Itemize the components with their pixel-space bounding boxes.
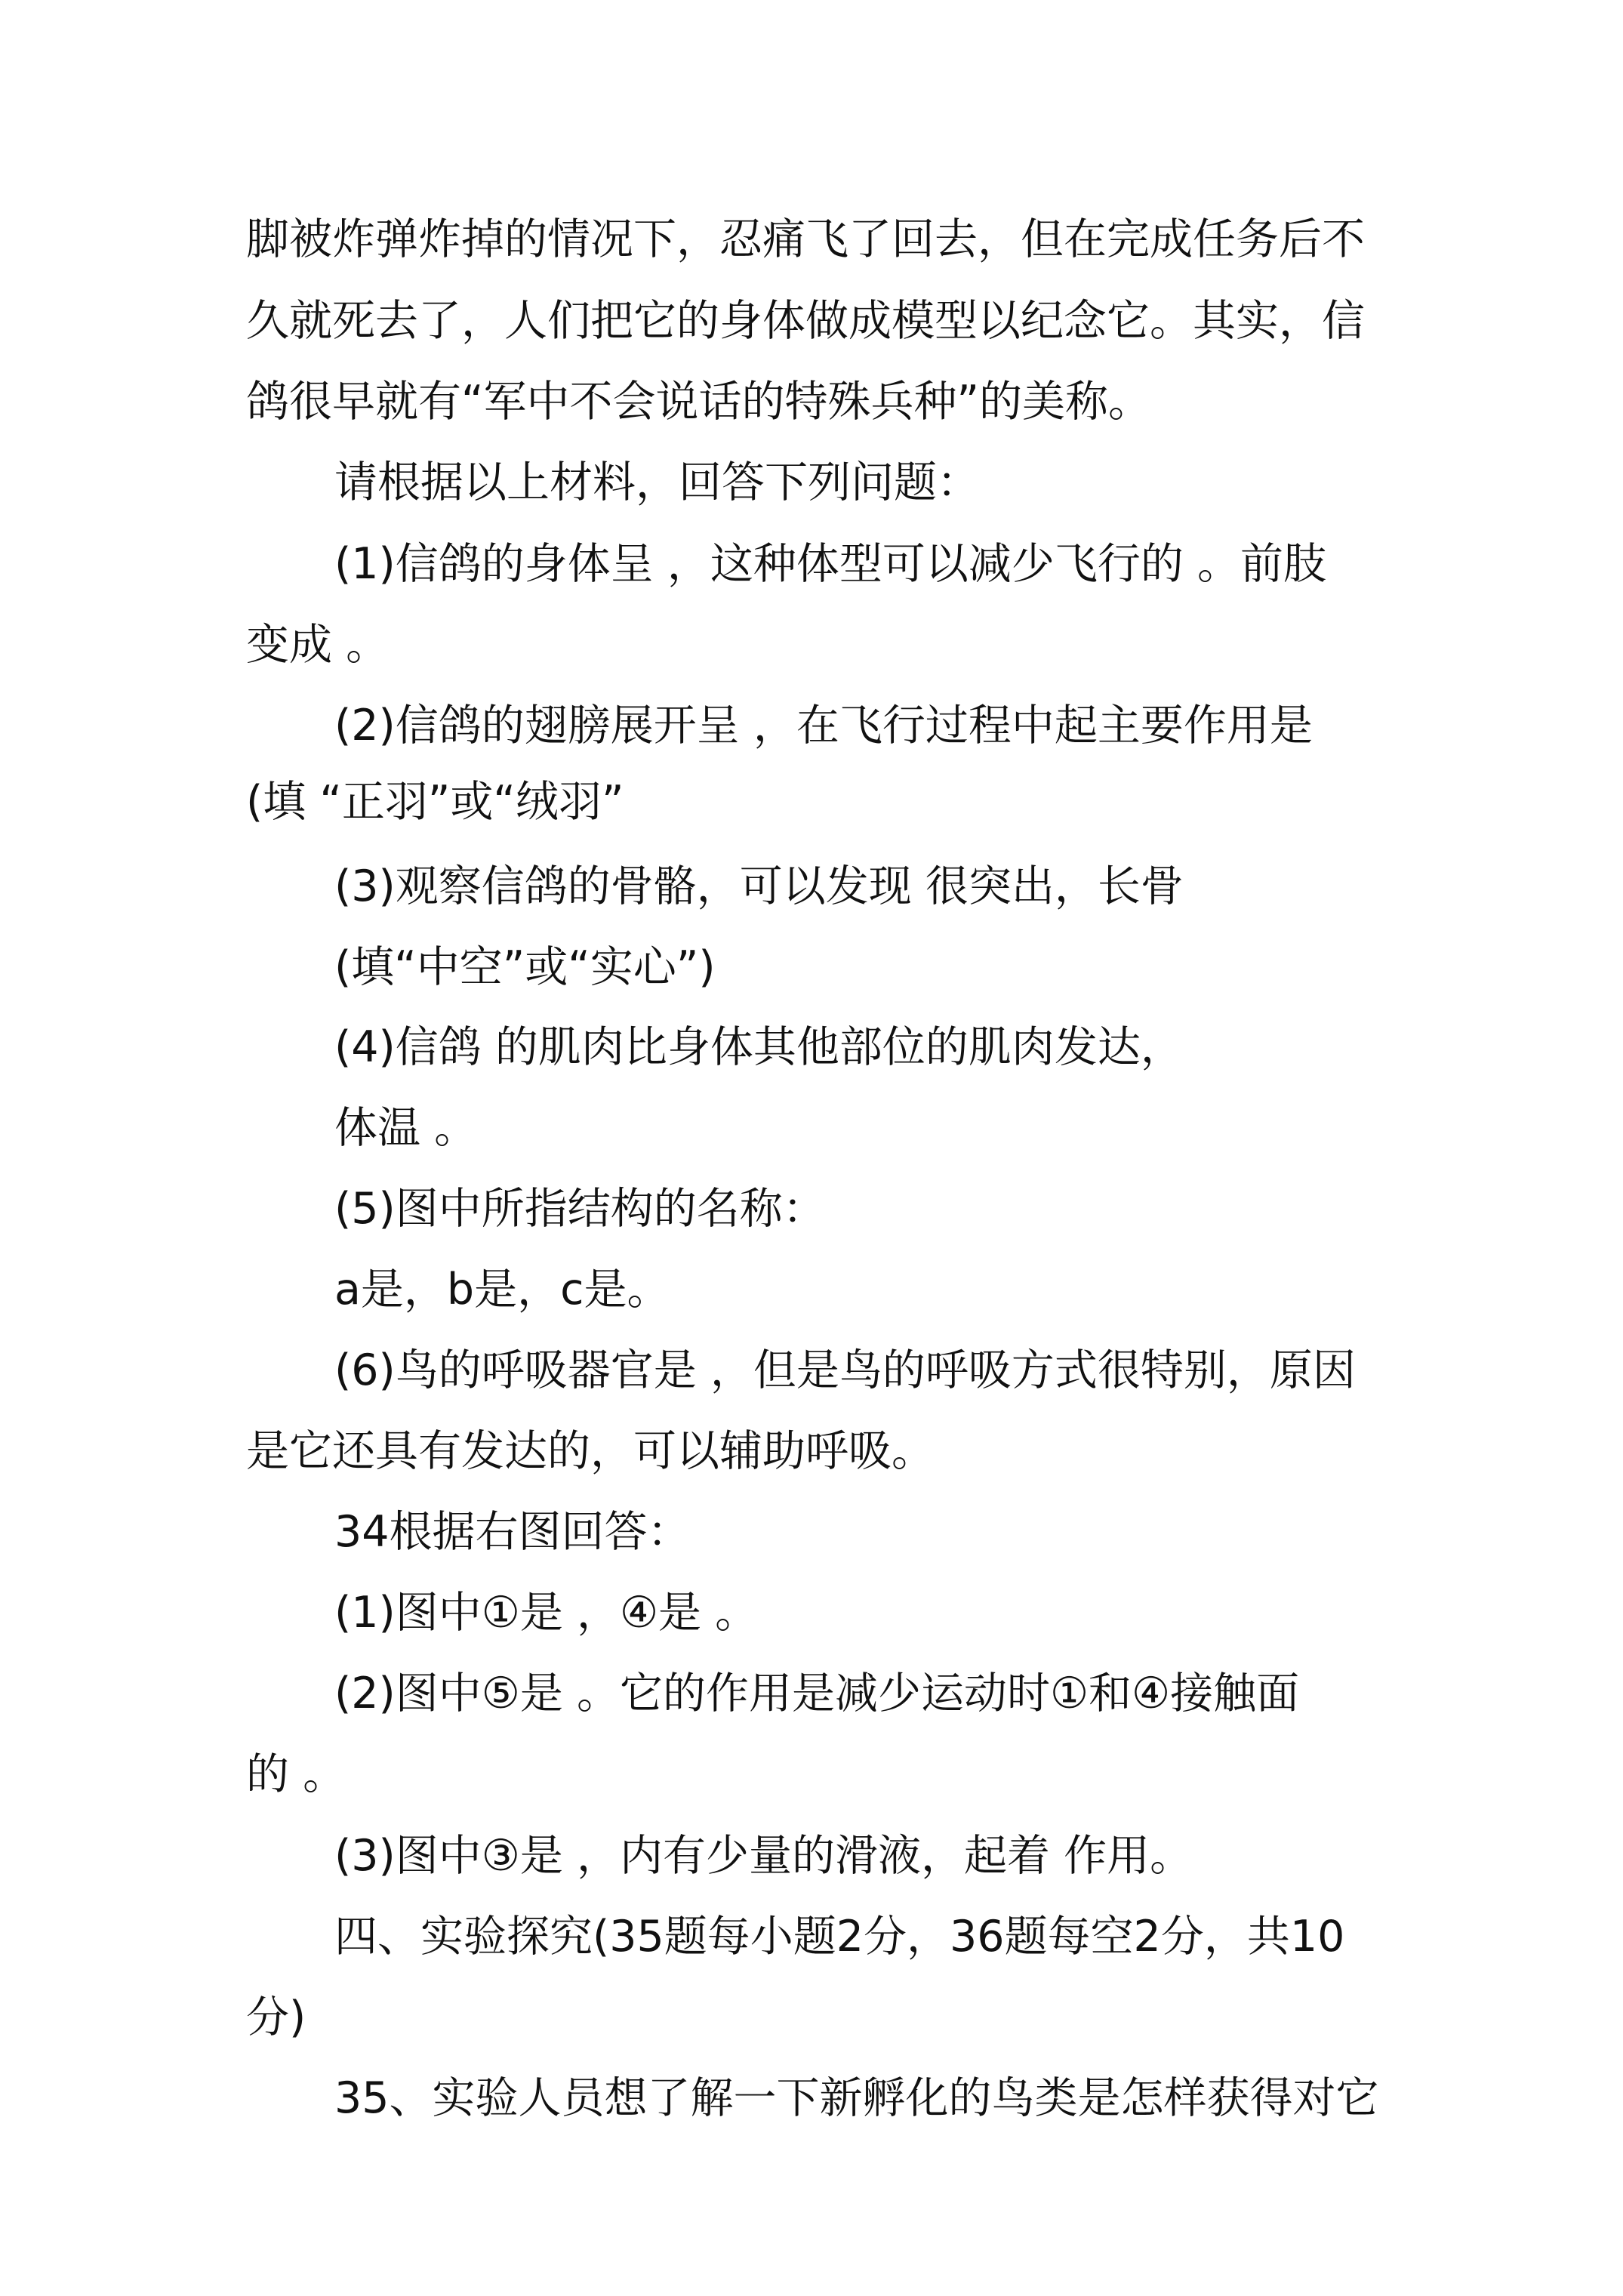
question-34-2: (2)图中⑤是 。它的作用是减少运动时①和④接触面: [334, 1669, 1300, 1718]
question-34-3: (3)图中③是 ，内有少量的滑液，起着 作用。: [334, 1831, 1193, 1881]
text-line-1: 脚被炸弹炸掉的情况下，忍痛飞了回去，但在完成任务后不: [246, 214, 1365, 264]
question-5: (5)图中所指结构的名称：: [334, 1184, 826, 1234]
question-5-cont: a是，b是，c是。: [334, 1265, 670, 1314]
question-4-cont: 体温 。: [334, 1103, 478, 1153]
instruction-line: 请根据以上材料，回答下列问题：: [334, 458, 980, 507]
question-4: (4)信鸽 的肌肉比身体其他部位的肌肉发达，: [334, 1022, 1184, 1072]
text-line-3: 鸽很早就有“军中不会说话的特殊兵种”的美称。: [246, 377, 1152, 427]
question-34-2-cont: 的 。: [246, 1749, 346, 1799]
question-2-cont: (填 “正羽”或“绒羽”: [246, 777, 624, 827]
question-2: (2)信鸽的翅膀展开呈 ，在飞行过程中起主要作用是: [334, 701, 1313, 750]
question-35: 35、实验人员想了解一下新孵化的鸟类是怎样获得对它: [334, 2073, 1379, 2123]
question-1-cont: 变成 。: [246, 620, 390, 670]
text-line-2: 久就死去了，人们把它的身体做成模型以纪念它。其实，信: [246, 296, 1365, 346]
question-6-cont: 是它还具有发达的，可以辅助呼吸。: [246, 1426, 935, 1476]
question-1: (1)信鸽的身体呈 ，这种体型可以减少飞行的 。前肢: [334, 539, 1326, 589]
question-3-cont: (填“中空”或“实心”): [334, 942, 716, 992]
question-34-title: 34根据右图回答：: [334, 1507, 691, 1557]
question-3: (3)观察信鸽的骨骼，可以发现 很突出，长骨: [334, 861, 1184, 911]
section-heading: 四、实验探究(35题每小题2分，36题每空2分，共10: [334, 1912, 1345, 1962]
question-6: (6)鸟的呼吸器官是 ，但是鸟的呼吸方式很特别，原因: [334, 1345, 1356, 1395]
question-34-1: (1)图中①是 ，④是 。: [334, 1588, 759, 1638]
section-heading-cont: 分): [246, 1992, 306, 2042]
